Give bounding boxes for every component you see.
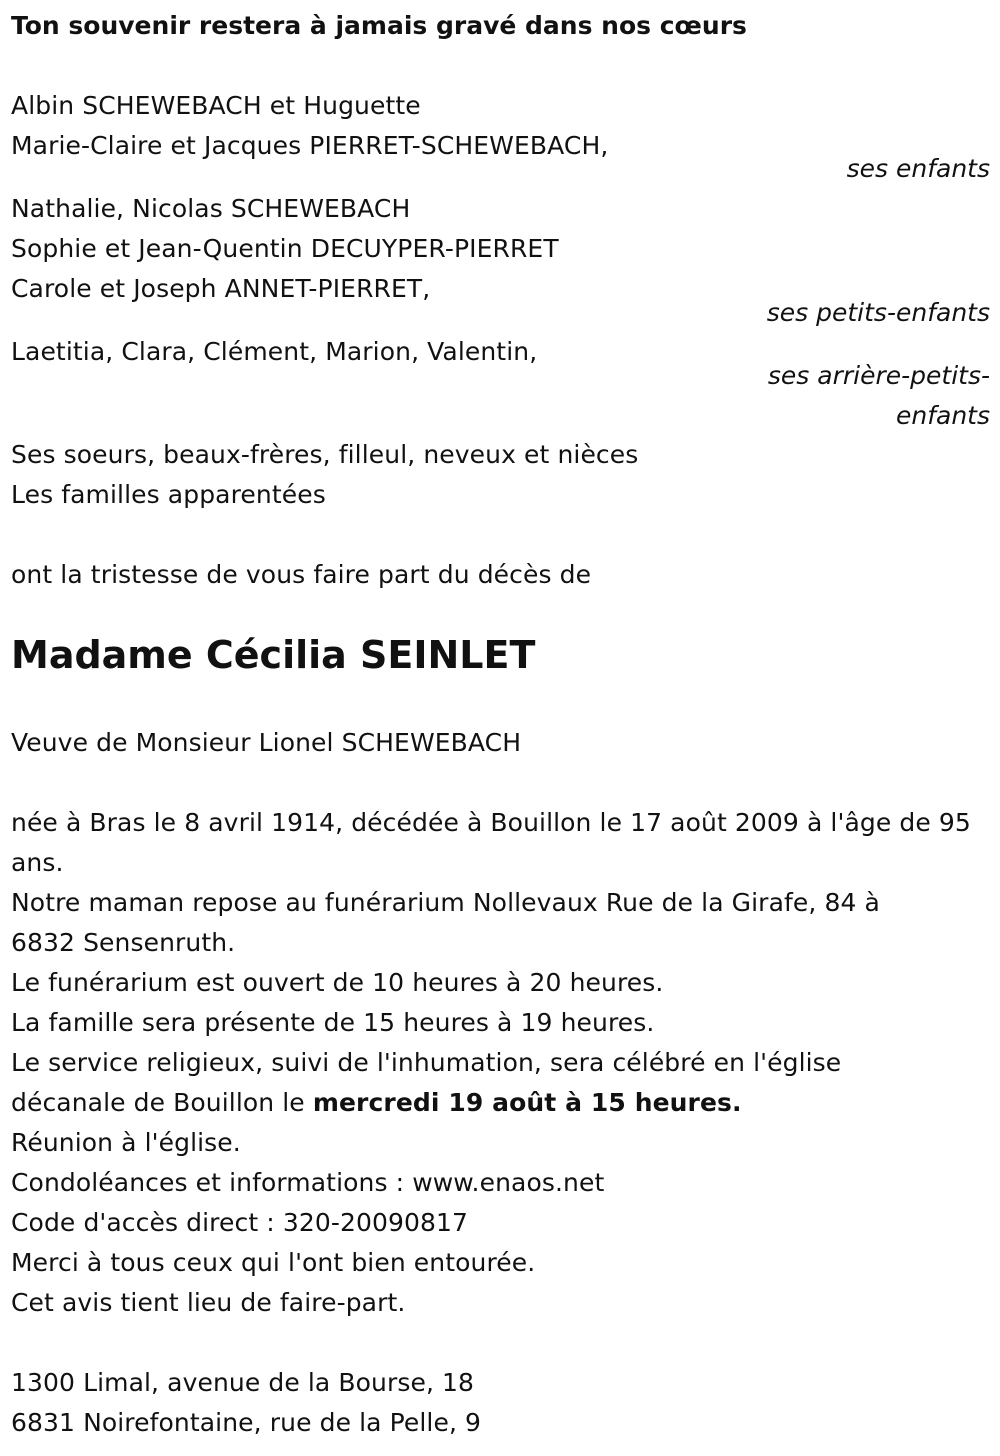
condolences-line: Condoléances et informations : www.enaos.net	[11, 1168, 605, 1197]
notice-line: Cet avis tient lieu de faire-part.	[11, 1288, 406, 1317]
widow-of-text: Veuve de Monsieur Lionel SCHEWEBACH	[11, 728, 522, 757]
memorial-heading: Ton souvenir restera à jamais gravé dans nos cœurs	[11, 11, 747, 40]
children-line: Marie-Claire et Jacques PIERRET-SCHEWEBACH,	[11, 131, 609, 160]
great-grandchildren-label: ses arrière-petits-	[767, 361, 990, 390]
grandchildren-line: Carole et Joseph ANNET-PIERRET,	[11, 274, 431, 303]
grandchildren-label: ses petits-enfants	[766, 298, 990, 327]
grandchildren-line: Sophie et Jean-Quentin DECUYPER-PIERRET	[11, 234, 559, 263]
children-line: Albin SCHEWEBACH et Huguette	[11, 91, 421, 120]
great-grandchildren-label: enfants	[895, 401, 990, 430]
address-line: 1300 Limal, avenue de la Bourse, 18	[11, 1368, 475, 1397]
birth-death-line: ans.	[11, 848, 64, 877]
deceased-name: Madame Cécilia SEINLET	[11, 633, 536, 677]
service-prefix: décanale de Bouillon le	[11, 1088, 313, 1117]
opening-hours-line: Le funérarium est ouvert de 10 heures à 20 heures.	[11, 968, 664, 997]
service-date: mercredi 19 août à 15 heures.	[312, 1088, 742, 1117]
access-code-line: Code d'accès direct : 320-20090817	[11, 1208, 469, 1237]
others-line: Les familles apparentées	[11, 480, 326, 509]
meeting-line: Réunion à l'église.	[11, 1128, 241, 1157]
service-line	[11, 1083, 742, 1123]
birth-death-line: née à Bras le 8 avril 1914, décédée à Bouillon le 17 août 2009 à l'âge de 95	[11, 808, 971, 837]
grandchildren-line: Nathalie, Nicolas SCHEWEBACH	[11, 194, 411, 223]
family-presence-line: La famille sera présente de 15 heures à 19 heures.	[11, 1008, 655, 1037]
great-grandchildren-line: Laetitia, Clara, Clément, Marion, Valentin,	[11, 337, 538, 366]
address-line: 6831 Noirefontaine, rue de la Pelle, 9	[11, 1408, 482, 1437]
service-line: Le service religieux, suivi de l'inhumation, sera célébré en l'église	[11, 1048, 842, 1077]
announcement-text: ont la tristesse de vous faire part du décès de	[11, 560, 592, 589]
others-line: Ses soeurs, beaux-frères, filleul, neveux et nièces	[11, 440, 639, 469]
children-label: ses enfants	[846, 154, 990, 183]
funerarium-line: 6832 Sensenruth.	[11, 928, 236, 957]
thanks-line: Merci à tous ceux qui l'ont bien entourée.	[11, 1248, 536, 1277]
funerarium-line: Notre maman repose au funérarium Nollevaux Rue de la Girafe, 84 à	[11, 888, 880, 917]
